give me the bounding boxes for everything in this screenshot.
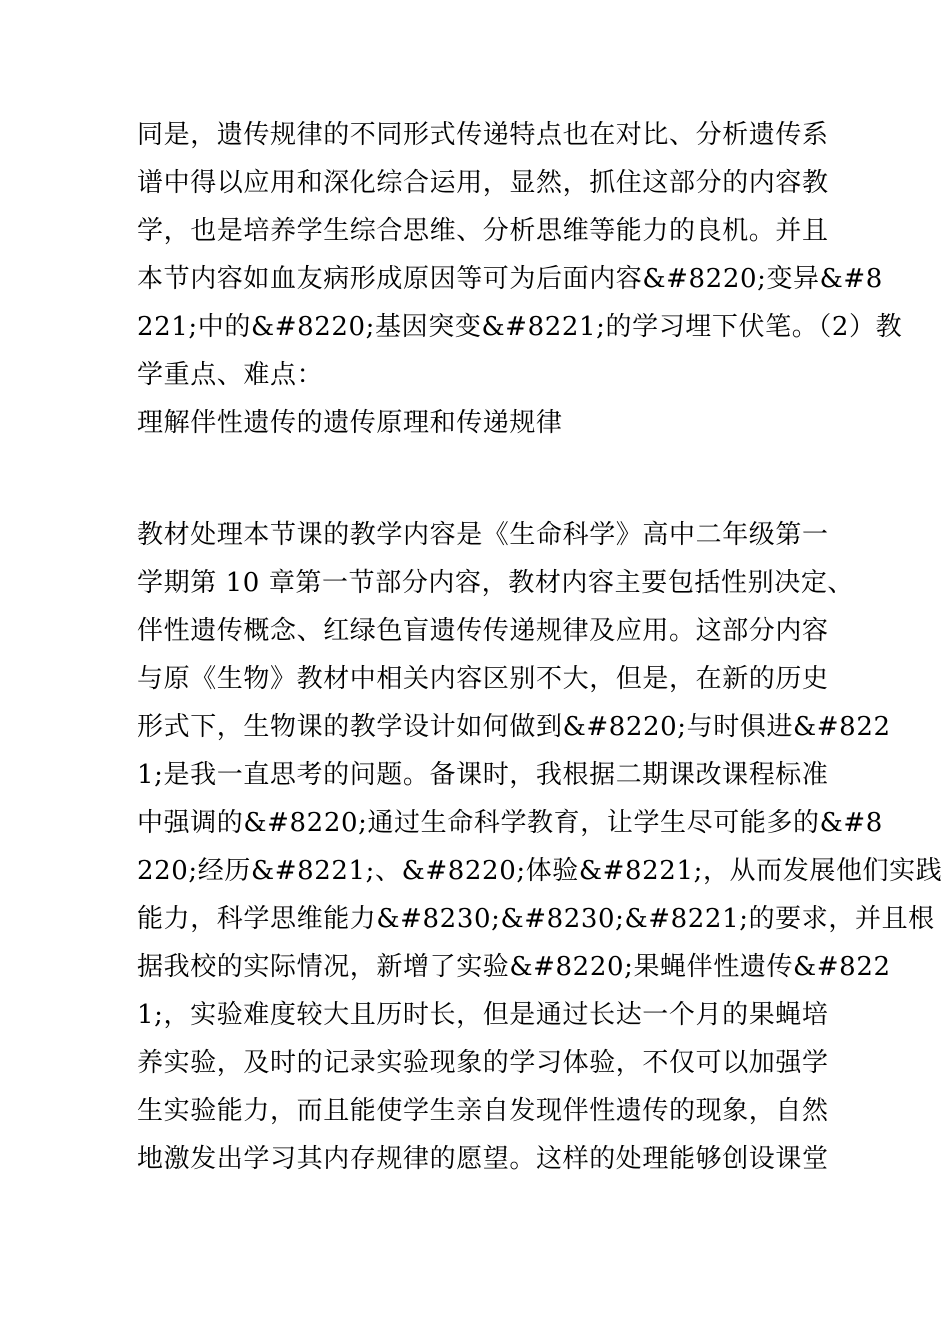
paragraph-line: 1;是我一直思考的问题。备课时，我根据二期课改课程标准: [137, 760, 829, 790]
paragraph-line: 221;中的&#8220;基因突变&#8221;的学习埋下伏笔。（2）教: [137, 312, 903, 342]
paragraph-line: 能力，科学思维能力&#8230;&#8230;&#8221;的要求，并且根: [137, 904, 935, 934]
paragraph-line: 1;，实验难度较大且历时长，但是通过长达一个月的果蝇培: [137, 1000, 829, 1030]
paragraph-line: 220;经历&#8221;、&#8220;体验&#8221;，从而发展他们实践: [137, 856, 943, 886]
paragraph-line: 本节内容如血友病形成原因等可为后面内容&#8220;变异&#8: [137, 264, 883, 294]
paragraph-line: 据我校的实际情况，新增了实验&#8220;果蝇伴性遗传&#822: [137, 952, 891, 982]
paragraph-line: 伴性遗传概念、红绿色盲遗传传递规律及应用。这部分内容: [137, 616, 829, 646]
paragraph-line: 养实验，及时的记录实验现象的学习体验，不仅可以加强学: [137, 1048, 829, 1078]
paragraph-line: 学，也是培养学生综合思维、分析思维等能力的良机。并且: [137, 216, 829, 246]
paragraph-line: 同是，遗传规律的不同形式传递特点也在对比、分析遗传系: [137, 120, 829, 150]
paragraph-line: 形式下，生物课的教学设计如何做到&#8220;与时俱进&#822: [137, 712, 891, 742]
paragraph-line: 中强调的&#8220;通过生命科学教育，让学生尽可能多的&#8: [137, 808, 883, 838]
paragraph-line: 地激发出学习其内存规律的愿望。这样的处理能够创设课堂: [137, 1144, 829, 1174]
section-heading: 理解伴性遗传的遗传原理和传递规律: [137, 408, 563, 438]
paragraph-line: 学期第 10 章第一节部分内容，教材内容主要包括性别决定、: [137, 568, 855, 598]
paragraph-line: 与原《生物》教材中相关内容区别不大，但是，在新的历史: [137, 664, 829, 694]
paragraph-line: 谱中得以应用和深化综合运用，显然，抓住这部分的内容教: [137, 168, 829, 198]
paragraph-line: 生实验能力，而且能使学生亲自发现伴性遗传的现象，自然: [137, 1096, 829, 1126]
paragraph-line: 学重点、难点：: [137, 360, 324, 390]
paragraph-line: 教材处理本节课的教学内容是《生命科学》高中二年级第一: [137, 520, 829, 550]
